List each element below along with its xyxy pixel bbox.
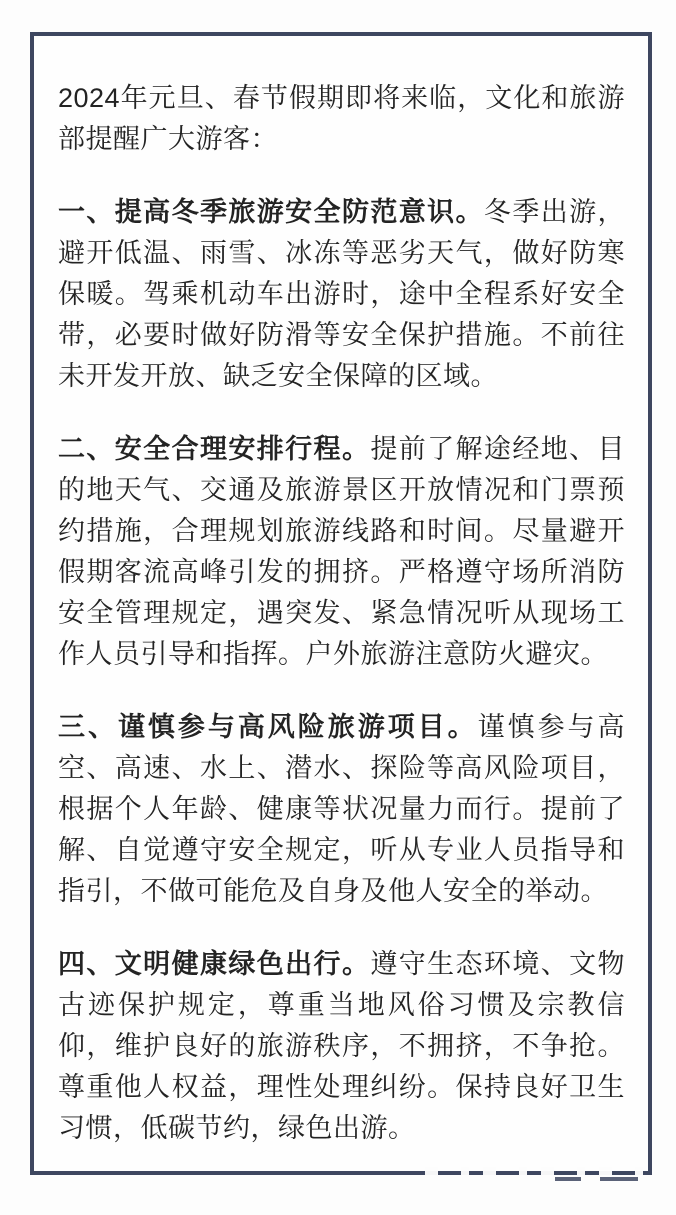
- tip-1-body: 冬季出游，避开低温、雨雪、冰冻等恶劣天气，做好防寒保暖。驾乘机动车出游时，途中全程系好安全带，必要时做好防滑等安全保护措施。不前往未开发开放、缺乏安全保障的区域。: [58, 197, 626, 391]
- tip-paragraph-1: [58, 192, 625, 397]
- tip-4-heading: 四、文明健康绿色出行。: [58, 949, 371, 979]
- tip-1-heading: 一、提高冬季旅游安全防范意识。: [58, 197, 484, 227]
- tip-2-heading: 二、安全合理安排行程。: [58, 434, 371, 464]
- tip-paragraph-2: [58, 429, 625, 675]
- tip-paragraph-3: [58, 707, 625, 912]
- tip-3-body: 谨慎参与高空、高速、水上、潜水、探险等高风险项目，根据个人年龄、健康等状况量力而行。提前了解、自觉遵守安全规定，听从专业人员指导和指引，不做可能危及自身及他人安全的举动。: [58, 712, 626, 906]
- watermark-fragment: [600, 1177, 638, 1181]
- article-body: [58, 78, 625, 1149]
- tip-3-heading: 三、谨慎参与高风险旅游项目。: [58, 712, 478, 742]
- bordered-article-frame: [30, 32, 652, 1175]
- tip-2-body: 提前了解途经地、目的地天气、交通及旅游景区开放情况和门票预约措施，合理规划旅游线路和时间。尽量避开假期客流高峰引发的拥挤。严格遵守场所消防安全管理规定，遇突发、紧急情况听从现场工作人员引导和指挥。户外旅游注意防火避灾。: [58, 434, 626, 669]
- tip-4-body: 遵守生态环境、文物古迹保护规定，尊重当地风俗习惯及宗教信仰，维护良好的旅游秩序，不拥挤，不争抢。尊重他人权益，理性处理纠纷。保持良好卫生习惯，低碳节约，绿色出游。: [58, 949, 626, 1143]
- intro-paragraph: 2024年元旦、春节假期即将来临，文化和旅游部提醒广大游客：: [58, 83, 625, 154]
- watermark-fragment: [555, 1177, 581, 1181]
- tip-paragraph-4: [58, 944, 625, 1149]
